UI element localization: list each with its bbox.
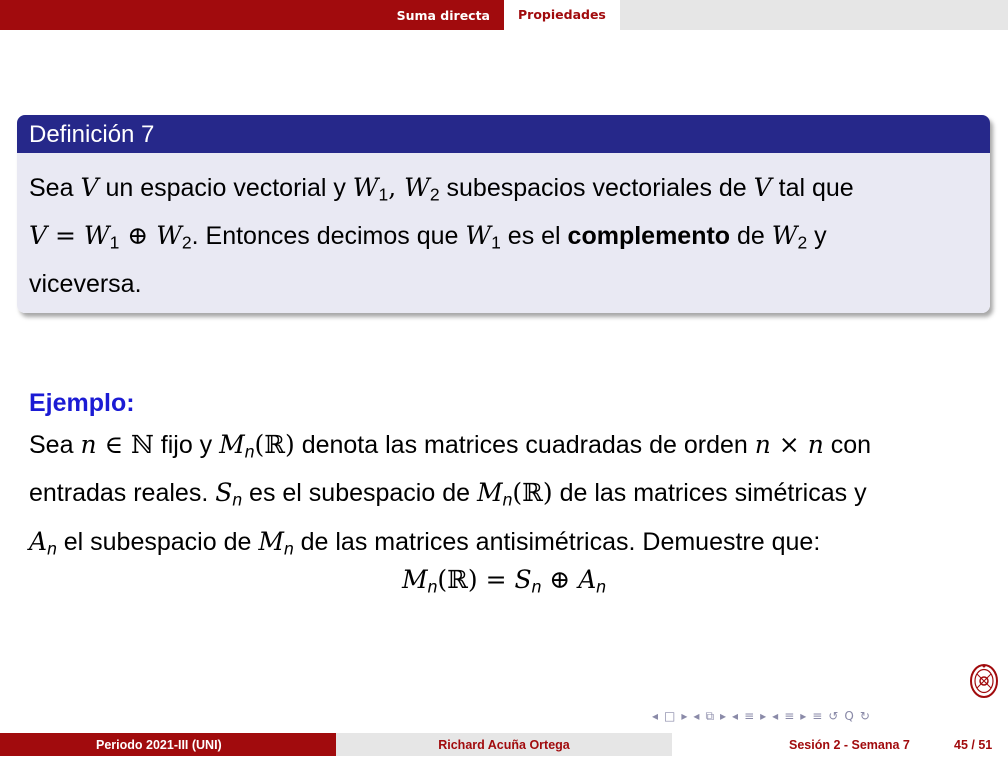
display-equation: Mn(ℝ) = Sn ⊕ An — [402, 565, 606, 597]
section-icon[interactable]: ≡ — [784, 709, 795, 723]
footer-period: Periodo 2021-III (UNI) — [96, 738, 222, 752]
nav-section-propiedades[interactable]: Propiedades — [504, 0, 620, 30]
definition-block — [17, 115, 990, 313]
definition-line-2: $V = W_1$ ⊕ $W_2$. Entonces decimos que $W_1$ es el complemento de $W_2$ y — [29, 221, 827, 253]
nav-next-subsection-icon[interactable]: ▸ — [760, 709, 767, 723]
example-section — [29, 383, 979, 569]
nav-prev-slide-icon[interactable]: ◂ — [693, 709, 700, 723]
subsection-icon[interactable]: ≡ — [744, 709, 755, 723]
frame-icon[interactable]: □ — [664, 709, 676, 723]
definition-line-3: viceversa. — [29, 269, 142, 298]
search-icon[interactable]: Q — [844, 709, 854, 723]
top-bar-left — [0, 0, 504, 30]
definition-title: Definición 7 — [17, 115, 990, 153]
example-line-2: entradas reales. Sn es el subespacio de Mn(ℝ) de las matrices simétricas y — [29, 478, 867, 510]
nav-next-slide-icon[interactable]: ▸ — [720, 709, 727, 723]
nav-next-frame-icon[interactable]: ▸ — [681, 709, 688, 723]
nav-section-suma-directa[interactable]: Suma directa — [396, 8, 490, 23]
university-seal-icon — [969, 662, 999, 700]
nav-prev-section-icon[interactable]: ◂ — [772, 709, 779, 723]
example-title: Ejemplo: — [29, 389, 135, 417]
slide-icon[interactable]: ⧉ — [705, 708, 715, 723]
definition-line-1: Sea V un espacio vectorial y $W_1$, $W_2$ subespacios vectoriales de V tal que — [29, 173, 854, 205]
nav-prev-subsection-icon[interactable]: ◂ — [732, 709, 739, 723]
nav-prev-frame-icon[interactable]: ◂ — [652, 709, 659, 723]
back-icon[interactable]: ↺ — [828, 709, 839, 723]
top-bar-right — [504, 0, 1008, 30]
footer-bar — [0, 733, 1008, 756]
footer-session: Sesión 2 - Semana 7 — [789, 738, 910, 752]
definition-keyword: complemento — [567, 222, 731, 251]
footer-period-box — [0, 733, 336, 756]
beamer-navigation-symbols — [652, 704, 870, 728]
footer-page-number: 45 / 51 — [954, 738, 993, 752]
example-line-1: Sea n ∈ ℕ fijo y Mn(ℝ) denota las matrices cuadradas de orden n × n con — [29, 430, 872, 462]
outline-icon[interactable]: ≡ — [812, 709, 823, 723]
footer-author: Richard Acuña Ortega — [336, 733, 672, 756]
forward-icon[interactable]: ↻ — [859, 709, 870, 723]
top-navigation-bar — [0, 0, 1008, 30]
footer-session-box — [672, 733, 1008, 756]
example-line-3: An el subespacio de Mn de las matrices antisimétricas. Demuestre que: — [29, 526, 821, 559]
definition-body — [17, 153, 990, 313]
nav-next-section-icon[interactable]: ▸ — [800, 709, 807, 723]
